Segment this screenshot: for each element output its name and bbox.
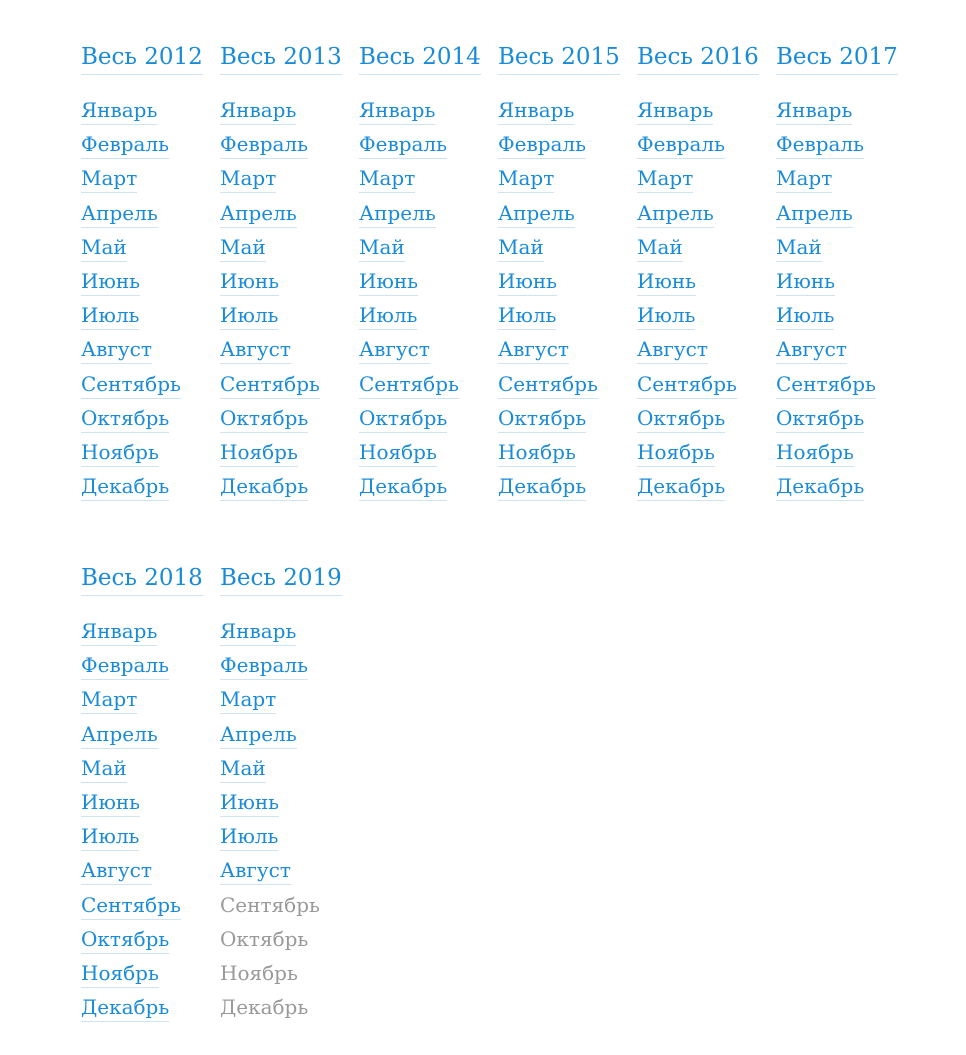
month-item [220, 994, 359, 1028]
month-link[interactable]: Февраль [776, 131, 864, 159]
month-item [498, 405, 637, 439]
month-list [637, 97, 776, 507]
month-item [220, 131, 359, 165]
month-item [359, 268, 498, 302]
month-item [359, 97, 498, 131]
month-item [637, 131, 776, 165]
month-list [220, 618, 359, 1028]
year-all-link[interactable]: Весь 2012 [81, 40, 203, 75]
month-item [220, 200, 359, 234]
month-item [776, 302, 915, 336]
month-link[interactable]: Июнь [359, 268, 418, 296]
month-item [498, 302, 637, 336]
month-link[interactable]: Ноябрь [359, 439, 437, 467]
month-link[interactable]: Ноябрь [776, 439, 854, 467]
month-label-disabled: Сентябрь [220, 892, 320, 917]
month-item [359, 473, 498, 507]
month-link[interactable]: Февраль [220, 652, 308, 680]
month-link[interactable]: Март [81, 686, 137, 714]
month-item [220, 823, 359, 857]
month-item [359, 302, 498, 336]
year-all-link[interactable]: Весь 2013 [220, 40, 342, 75]
month-item [81, 97, 220, 131]
year-column [498, 40, 637, 507]
month-item [498, 371, 637, 405]
month-link[interactable]: Июль [81, 823, 139, 851]
month-item [220, 371, 359, 405]
month-item [637, 302, 776, 336]
month-item [776, 234, 915, 268]
year-column [81, 40, 220, 507]
month-item [776, 268, 915, 302]
month-link[interactable]: Ноябрь [81, 960, 159, 988]
month-item [220, 268, 359, 302]
month-link[interactable]: Июнь [776, 268, 835, 296]
month-link[interactable]: Июль [81, 302, 139, 330]
month-list [359, 97, 498, 507]
month-link[interactable]: Сентябрь [359, 371, 459, 399]
month-link[interactable]: Апрель [220, 721, 297, 749]
month-item [81, 721, 220, 755]
month-link[interactable]: Октябрь [498, 405, 586, 433]
month-link[interactable]: Август [498, 336, 569, 364]
month-link[interactable]: Май [220, 234, 266, 262]
month-link[interactable]: Ноябрь [220, 439, 298, 467]
month-link[interactable]: Август [81, 857, 152, 885]
month-link[interactable]: Июль [220, 823, 278, 851]
month-link[interactable]: Март [498, 165, 554, 193]
month-item [81, 473, 220, 507]
month-item [220, 857, 359, 891]
month-link[interactable]: Май [359, 234, 405, 262]
month-item [637, 268, 776, 302]
month-item [498, 268, 637, 302]
year-all-link[interactable]: Весь 2019 [220, 561, 342, 596]
month-link[interactable]: Октябрь [359, 405, 447, 433]
month-item [637, 97, 776, 131]
month-item [220, 686, 359, 720]
month-item [637, 473, 776, 507]
month-item [220, 97, 359, 131]
month-item [359, 405, 498, 439]
month-link[interactable]: Сентябрь [776, 371, 876, 399]
month-link[interactable]: Июль [220, 302, 278, 330]
month-item [81, 405, 220, 439]
month-link[interactable]: Июль [637, 302, 695, 330]
month-link[interactable]: Январь [81, 618, 157, 646]
month-item [81, 994, 220, 1028]
month-link[interactable]: Август [220, 857, 291, 885]
month-item [637, 405, 776, 439]
month-item [220, 473, 359, 507]
archive-row [81, 40, 915, 507]
year-all-link[interactable]: Весь 2016 [637, 40, 759, 75]
month-link[interactable]: Ноябрь [637, 439, 715, 467]
month-link[interactable]: Март [637, 165, 693, 193]
month-item [359, 234, 498, 268]
month-item [81, 686, 220, 720]
month-link[interactable]: Сентябрь [81, 892, 181, 920]
month-item [776, 439, 915, 473]
month-item [81, 439, 220, 473]
month-link[interactable]: Июль [776, 302, 834, 330]
year-column [81, 561, 220, 1028]
month-item [81, 789, 220, 823]
month-item [359, 200, 498, 234]
month-link[interactable]: Январь [220, 618, 296, 646]
month-item [220, 234, 359, 268]
month-link[interactable]: Февраль [81, 131, 169, 159]
month-item [637, 200, 776, 234]
month-link[interactable]: Декабрь [220, 473, 308, 501]
month-list [220, 97, 359, 507]
month-item [776, 131, 915, 165]
month-item [220, 652, 359, 686]
year-all-link[interactable]: Весь 2018 [81, 561, 203, 596]
month-link[interactable]: Декабрь [776, 473, 864, 501]
month-label-disabled: Ноябрь [220, 960, 298, 985]
month-item [637, 439, 776, 473]
month-link[interactable]: Май [498, 234, 544, 262]
month-item [359, 439, 498, 473]
month-item [81, 302, 220, 336]
month-link[interactable]: Январь [637, 97, 713, 125]
month-item [498, 97, 637, 131]
month-link[interactable]: Июнь [498, 268, 557, 296]
month-item [81, 131, 220, 165]
month-item [220, 789, 359, 823]
month-link[interactable]: Июнь [220, 789, 279, 817]
year-column [220, 561, 359, 1028]
year-column [637, 40, 776, 507]
month-item [81, 960, 220, 994]
month-item [81, 371, 220, 405]
month-link[interactable]: Ноябрь [498, 439, 576, 467]
month-link[interactable]: Март [81, 165, 137, 193]
month-item [220, 960, 359, 994]
month-link[interactable]: Октябрь [81, 926, 169, 954]
month-item [81, 823, 220, 857]
month-item [359, 371, 498, 405]
month-link[interactable]: Апрель [637, 200, 714, 228]
month-item [776, 371, 915, 405]
month-link[interactable]: Октябрь [776, 405, 864, 433]
month-item [81, 200, 220, 234]
month-link[interactable]: Июль [498, 302, 556, 330]
month-item [220, 302, 359, 336]
month-link[interactable]: Декабрь [359, 473, 447, 501]
month-link[interactable]: Май [81, 234, 127, 262]
month-item [498, 165, 637, 199]
year-all-link[interactable]: Весь 2015 [498, 40, 620, 75]
month-link[interactable]: Август [81, 336, 152, 364]
month-item [498, 234, 637, 268]
month-item [498, 473, 637, 507]
month-item [81, 926, 220, 960]
month-item [220, 336, 359, 370]
month-list [776, 97, 915, 507]
year-all-link[interactable]: Весь 2014 [359, 40, 481, 75]
month-item [81, 268, 220, 302]
year-column [776, 40, 915, 507]
month-link[interactable]: Май [81, 755, 127, 783]
month-item [81, 336, 220, 370]
month-link[interactable]: Май [776, 234, 822, 262]
month-item [359, 165, 498, 199]
month-link[interactable]: Октябрь [637, 405, 725, 433]
month-link[interactable]: Июнь [81, 268, 140, 296]
month-item [220, 618, 359, 652]
month-item [81, 618, 220, 652]
month-link[interactable]: Март [776, 165, 832, 193]
month-link[interactable]: Февраль [498, 131, 586, 159]
month-link[interactable]: Апрель [776, 200, 853, 228]
month-item [776, 165, 915, 199]
month-item [220, 926, 359, 960]
month-link[interactable]: Март [220, 165, 276, 193]
month-item [220, 721, 359, 755]
month-item [776, 336, 915, 370]
month-item [498, 439, 637, 473]
month-link[interactable]: Сентябрь [81, 371, 181, 399]
month-item [637, 336, 776, 370]
month-label-disabled: Октябрь [220, 926, 309, 951]
month-item [498, 200, 637, 234]
month-link[interactable]: Апрель [81, 721, 158, 749]
month-link[interactable]: Апрель [220, 200, 297, 228]
month-link[interactable]: Март [220, 686, 276, 714]
month-item [81, 755, 220, 789]
year-column [359, 40, 498, 507]
month-link[interactable]: Ноябрь [81, 439, 159, 467]
month-item [220, 405, 359, 439]
month-item [220, 439, 359, 473]
month-item [220, 892, 359, 926]
month-item [776, 97, 915, 131]
month-link[interactable]: Апрель [81, 200, 158, 228]
month-item [220, 755, 359, 789]
month-item [498, 131, 637, 165]
month-item [637, 165, 776, 199]
month-link[interactable]: Январь [498, 97, 574, 125]
month-link[interactable]: Август [776, 336, 847, 364]
month-link[interactable]: Апрель [498, 200, 575, 228]
month-item [81, 652, 220, 686]
month-item [498, 336, 637, 370]
month-item [637, 371, 776, 405]
month-item [776, 200, 915, 234]
month-item [359, 336, 498, 370]
month-list [81, 618, 220, 1028]
month-list [498, 97, 637, 507]
month-link[interactable]: Октябрь [220, 405, 308, 433]
month-link[interactable]: Февраль [81, 652, 169, 680]
month-link[interactable]: Декабрь [81, 994, 169, 1022]
month-link[interactable]: Январь [81, 97, 157, 125]
month-link[interactable]: Февраль [220, 131, 308, 159]
month-link[interactable]: Февраль [359, 131, 447, 159]
archive-row [81, 561, 359, 1028]
month-item [81, 165, 220, 199]
month-link[interactable]: Сентябрь [637, 371, 737, 399]
month-item [81, 892, 220, 926]
month-link[interactable]: Декабрь [498, 473, 586, 501]
month-link[interactable]: Май [220, 755, 266, 783]
year-all-link[interactable]: Весь 2017 [776, 40, 898, 75]
month-link[interactable]: Январь [776, 97, 852, 125]
month-link[interactable]: Июнь [637, 268, 696, 296]
month-link[interactable]: Октябрь [81, 405, 169, 433]
month-item [81, 234, 220, 268]
month-link[interactable]: Июль [359, 302, 417, 330]
year-column [220, 40, 359, 507]
month-link[interactable]: Июнь [81, 789, 140, 817]
month-link[interactable]: Сентябрь [498, 371, 598, 399]
month-link[interactable]: Январь [220, 97, 296, 125]
month-link[interactable]: Август [637, 336, 708, 364]
month-label-disabled: Декабрь [220, 995, 309, 1020]
month-item [637, 234, 776, 268]
month-link[interactable]: Сентябрь [220, 371, 320, 399]
month-item [776, 473, 915, 507]
month-link[interactable]: Март [359, 165, 415, 193]
month-link[interactable]: Май [637, 234, 683, 262]
month-list [81, 97, 220, 507]
month-link[interactable]: Август [220, 336, 291, 364]
month-link[interactable]: Январь [359, 97, 435, 125]
month-link[interactable]: Декабрь [637, 473, 725, 501]
month-link[interactable]: Февраль [637, 131, 725, 159]
month-link[interactable]: Декабрь [81, 473, 169, 501]
month-item [776, 405, 915, 439]
month-item [81, 857, 220, 891]
month-item [220, 165, 359, 199]
month-item [359, 131, 498, 165]
month-link[interactable]: Июнь [220, 268, 279, 296]
month-link[interactable]: Август [359, 336, 430, 364]
month-link[interactable]: Апрель [359, 200, 436, 228]
